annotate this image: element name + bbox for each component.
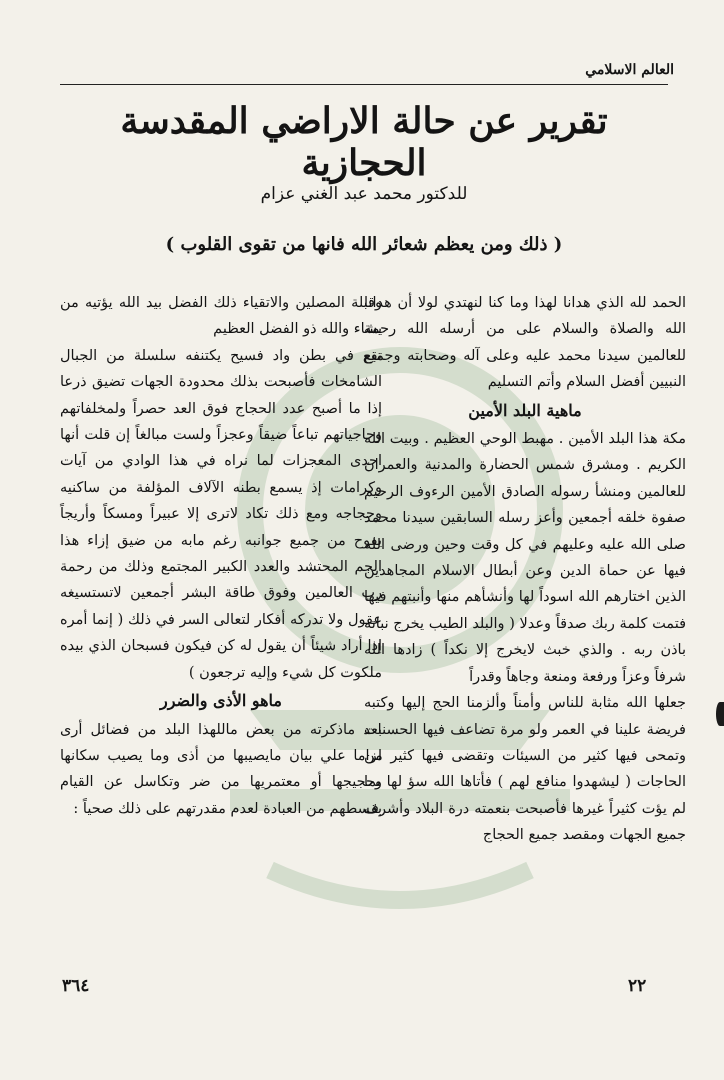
left-paragraph-1: وقبلة المصلين والاتقياء ذلك الفضل بيد الله يؤتيه من يشاء والله ذو الفضل العظيم	[60, 295, 382, 338]
header-rule	[60, 84, 668, 85]
article-author: للدكتور محمد عبد الغني عزام	[260, 184, 468, 204]
right-paragraph-3: جعلها الله مثابة للناس وأمناً وألزمنا الحج إليها وكتبه فريضة علينا في العمر ولو مرة تضاعف فيها الحسنات وتمحى فيها كثير من السيئات وتقضى فيها كثير من الحاجات ( ليشهدوا منافع لهم ) فأتاها الله سؤ لها بما لم يؤت كثيراً غيرها فأصبحت بنعمته درة البلاد وأشرف جميع الجهات ومقصد جميع الحجاج	[364, 695, 686, 844]
page-number-right: ٢٢	[628, 976, 647, 996]
left-paragraph-3: بعد ماذكرته من بعض ماللهذا البلد من فضائل أرى لزاما علي بيان مايصيبها من أذى وما يصيب سكانها وحجيجها أو معتمريها من ضر وتكاسل عن القيام بقسطهم من العبادة لعدم مقدرتهم على ذلك صحياً :	[60, 721, 382, 817]
binding-mark	[716, 702, 724, 726]
page-number-left: ٣٦٤	[62, 976, 90, 996]
right-column	[364, 290, 686, 849]
right-paragraph-1: الحمد لله الذي هدانا لهذا وما كنا لنهتدي لولا أن هدانا الله والصلاة والسلام على من أرسله الله رحمة للعالمين سيدنا محمد عليه وعلى آله وصحابته وجميع النبيين أفضل السلام وأتم التسليم	[364, 295, 686, 391]
right-paragraph-2: مكة هذا البلد الأمين . مهبط الوحي العظيم . وبيت الله الكريم . ومشرق شمس الحضارة والمدنية والعمران للعالمين ومنشأ رسوله الصادق الأمين الرءوف الرحيم صفوة خلقه أجمعين وأعز رسله السابقين سيدنا محمد صلى الله عليه وعليهم في كل وقت وحين ورضى الله فيها عن حماة الدين وعن أبطال الاسلام المجاهدين الذين اختارهم الله اسوداً لها وأنشأهم منها وأنبتهم فيها فتمت كلمة ربك صدقاً وعدلا ( والبلد الطيب يخرج نباته باذن ربه . والذي خبث لايخرج إلا نكداً ) زادها الله شرفاً وعزاً ورفعة ومنعة وجاهاً وقدراً	[364, 431, 686, 685]
magazine-name: العالم الاسلامي	[585, 62, 674, 78]
left-column	[60, 290, 382, 822]
article-title: تقرير عن حالة الاراضي المقدسة الحجازية	[120, 100, 608, 184]
section-heading-holy-city: ماهية البلد الأمين	[468, 400, 582, 420]
quranic-verse: ( ذلك ومن يعظم شعائر الله فانها من تقوى القلوب )	[165, 234, 563, 255]
section-heading-harm: ماهو الأذى والضرر	[160, 691, 282, 711]
left-paragraph-2: تقع في بطن واد فسيح يكتنفه سلسلة من الجبال الشامخات فأصبحت بذلك محدودة الجهات تضيق ذرعا إذا ما أصبح عدد الحجاج فوق العد حصراً ولمخلفاتهم وحاجياتهم تباعاً ضيقاً وعجزاً ولست مبالغاً إن قلت أنها احدى المعجزات لما نراه في هذا الوادي من آيات وكرامات إذ يسمع بطنه الآلاف المؤلفة من ساكنيه وحجاجه ومع ذلك تكاد لاترى إلا عبيراً ومسكاً وأريجاً يفوح من جميع جوانبه رغم مابه من ضيق إزاء هذا الجم المحتشد والعدد الكبير المجتمع وذلك من رحمة رب العالمين وفوق طاقة البشر أجمعين لاتستسيغه عقول ولا تدركه أفكار لتعالى السر في ذلك ( إنما أمره إذا أراد شيئاً أن يقول له كن فيكون فسبحان الذي بيده ملكوت كل شيء وإليه ترجعون )	[60, 347, 382, 681]
